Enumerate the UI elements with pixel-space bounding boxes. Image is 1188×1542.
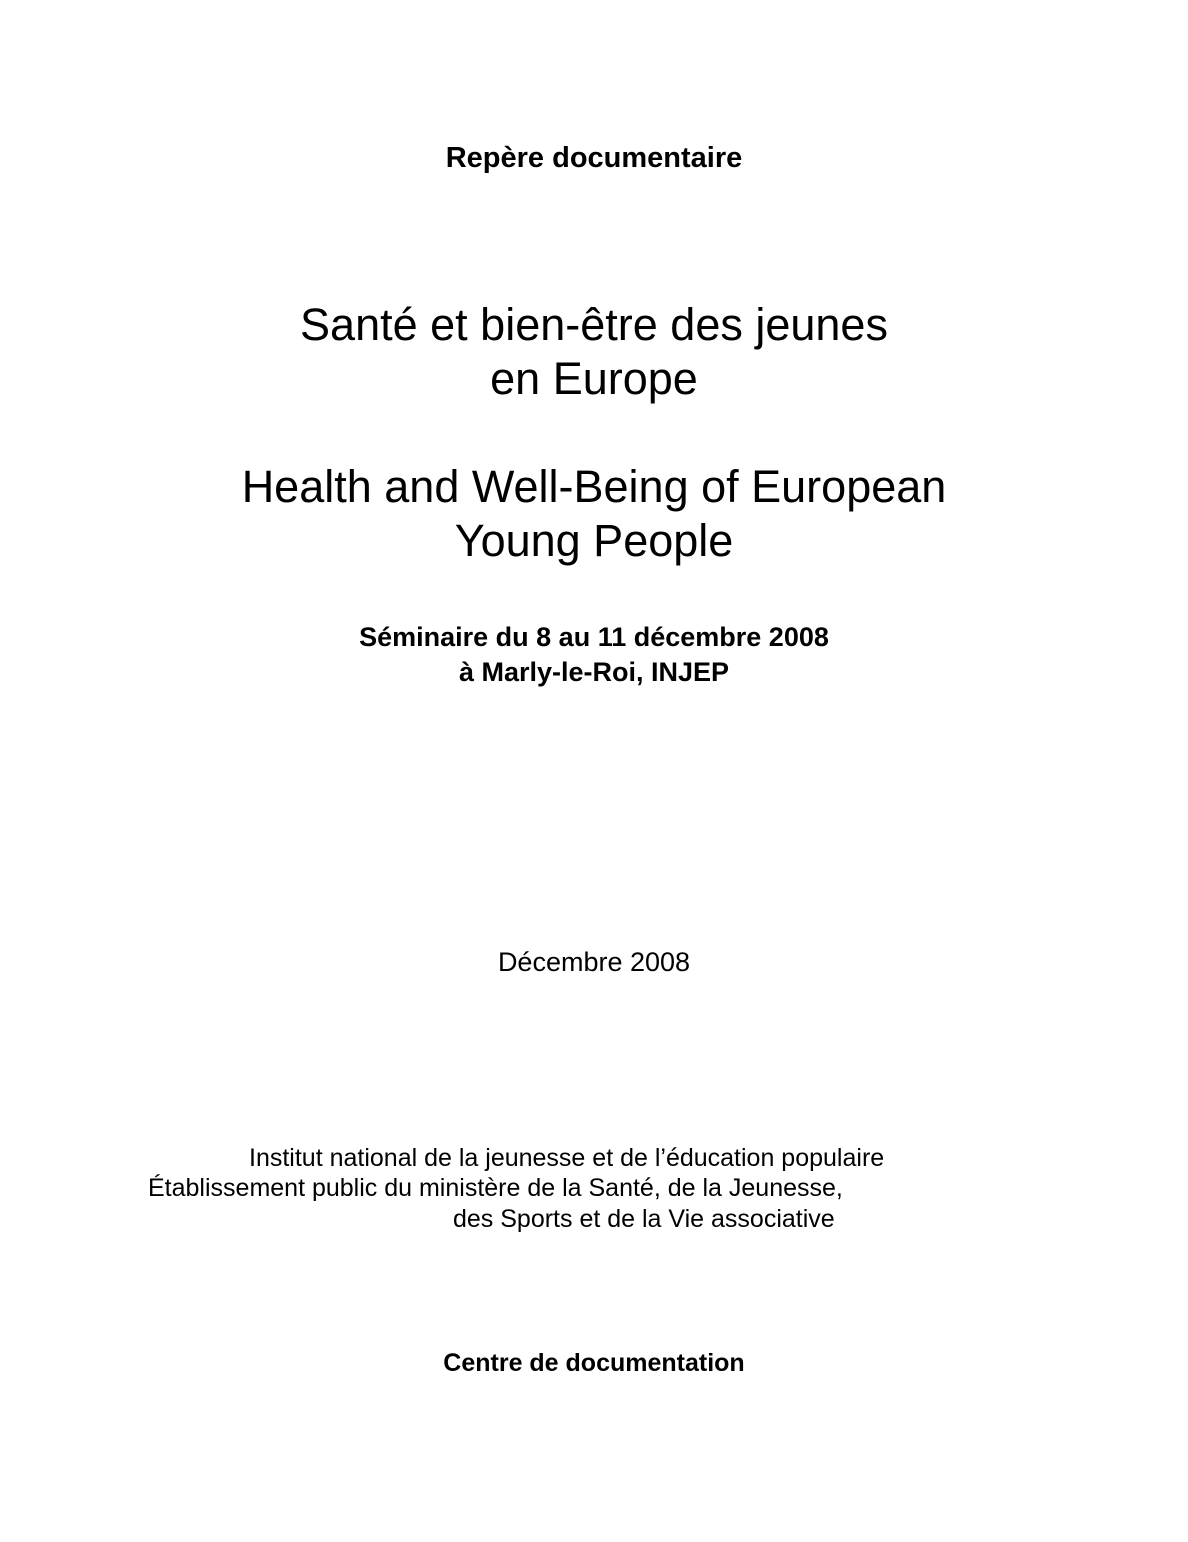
department-name: Centre de documentation	[443, 1349, 745, 1377]
title-english	[0, 460, 1188, 568]
title-french-line-1: Santé et bien-être des jeunes	[300, 299, 888, 350]
seminar-dates: Séminaire du 8 au 11 décembre 2008	[359, 622, 829, 652]
publisher-line-3: des Sports et de la Vie associative	[453, 1205, 835, 1233]
title-french	[0, 298, 1188, 406]
seminar-location: à Marly-le-Roi, INJEP	[458, 657, 730, 687]
title-english-line-1: Health and Well-Being of European	[241, 461, 947, 512]
seminar-info	[0, 620, 1188, 690]
publication-date: Décembre 2008	[497, 947, 691, 977]
title-english-line-2: Young People	[454, 515, 734, 566]
title-french-line-2: en Europe	[490, 353, 698, 404]
publisher-line-1: Institut national de la jeunesse et de l’éducation populaire	[249, 1144, 885, 1172]
publisher-line-2: Établissement public du ministère de la Santé, de la Jeunesse,	[148, 1174, 843, 1202]
document-type-label: Repère documentaire	[445, 142, 743, 174]
